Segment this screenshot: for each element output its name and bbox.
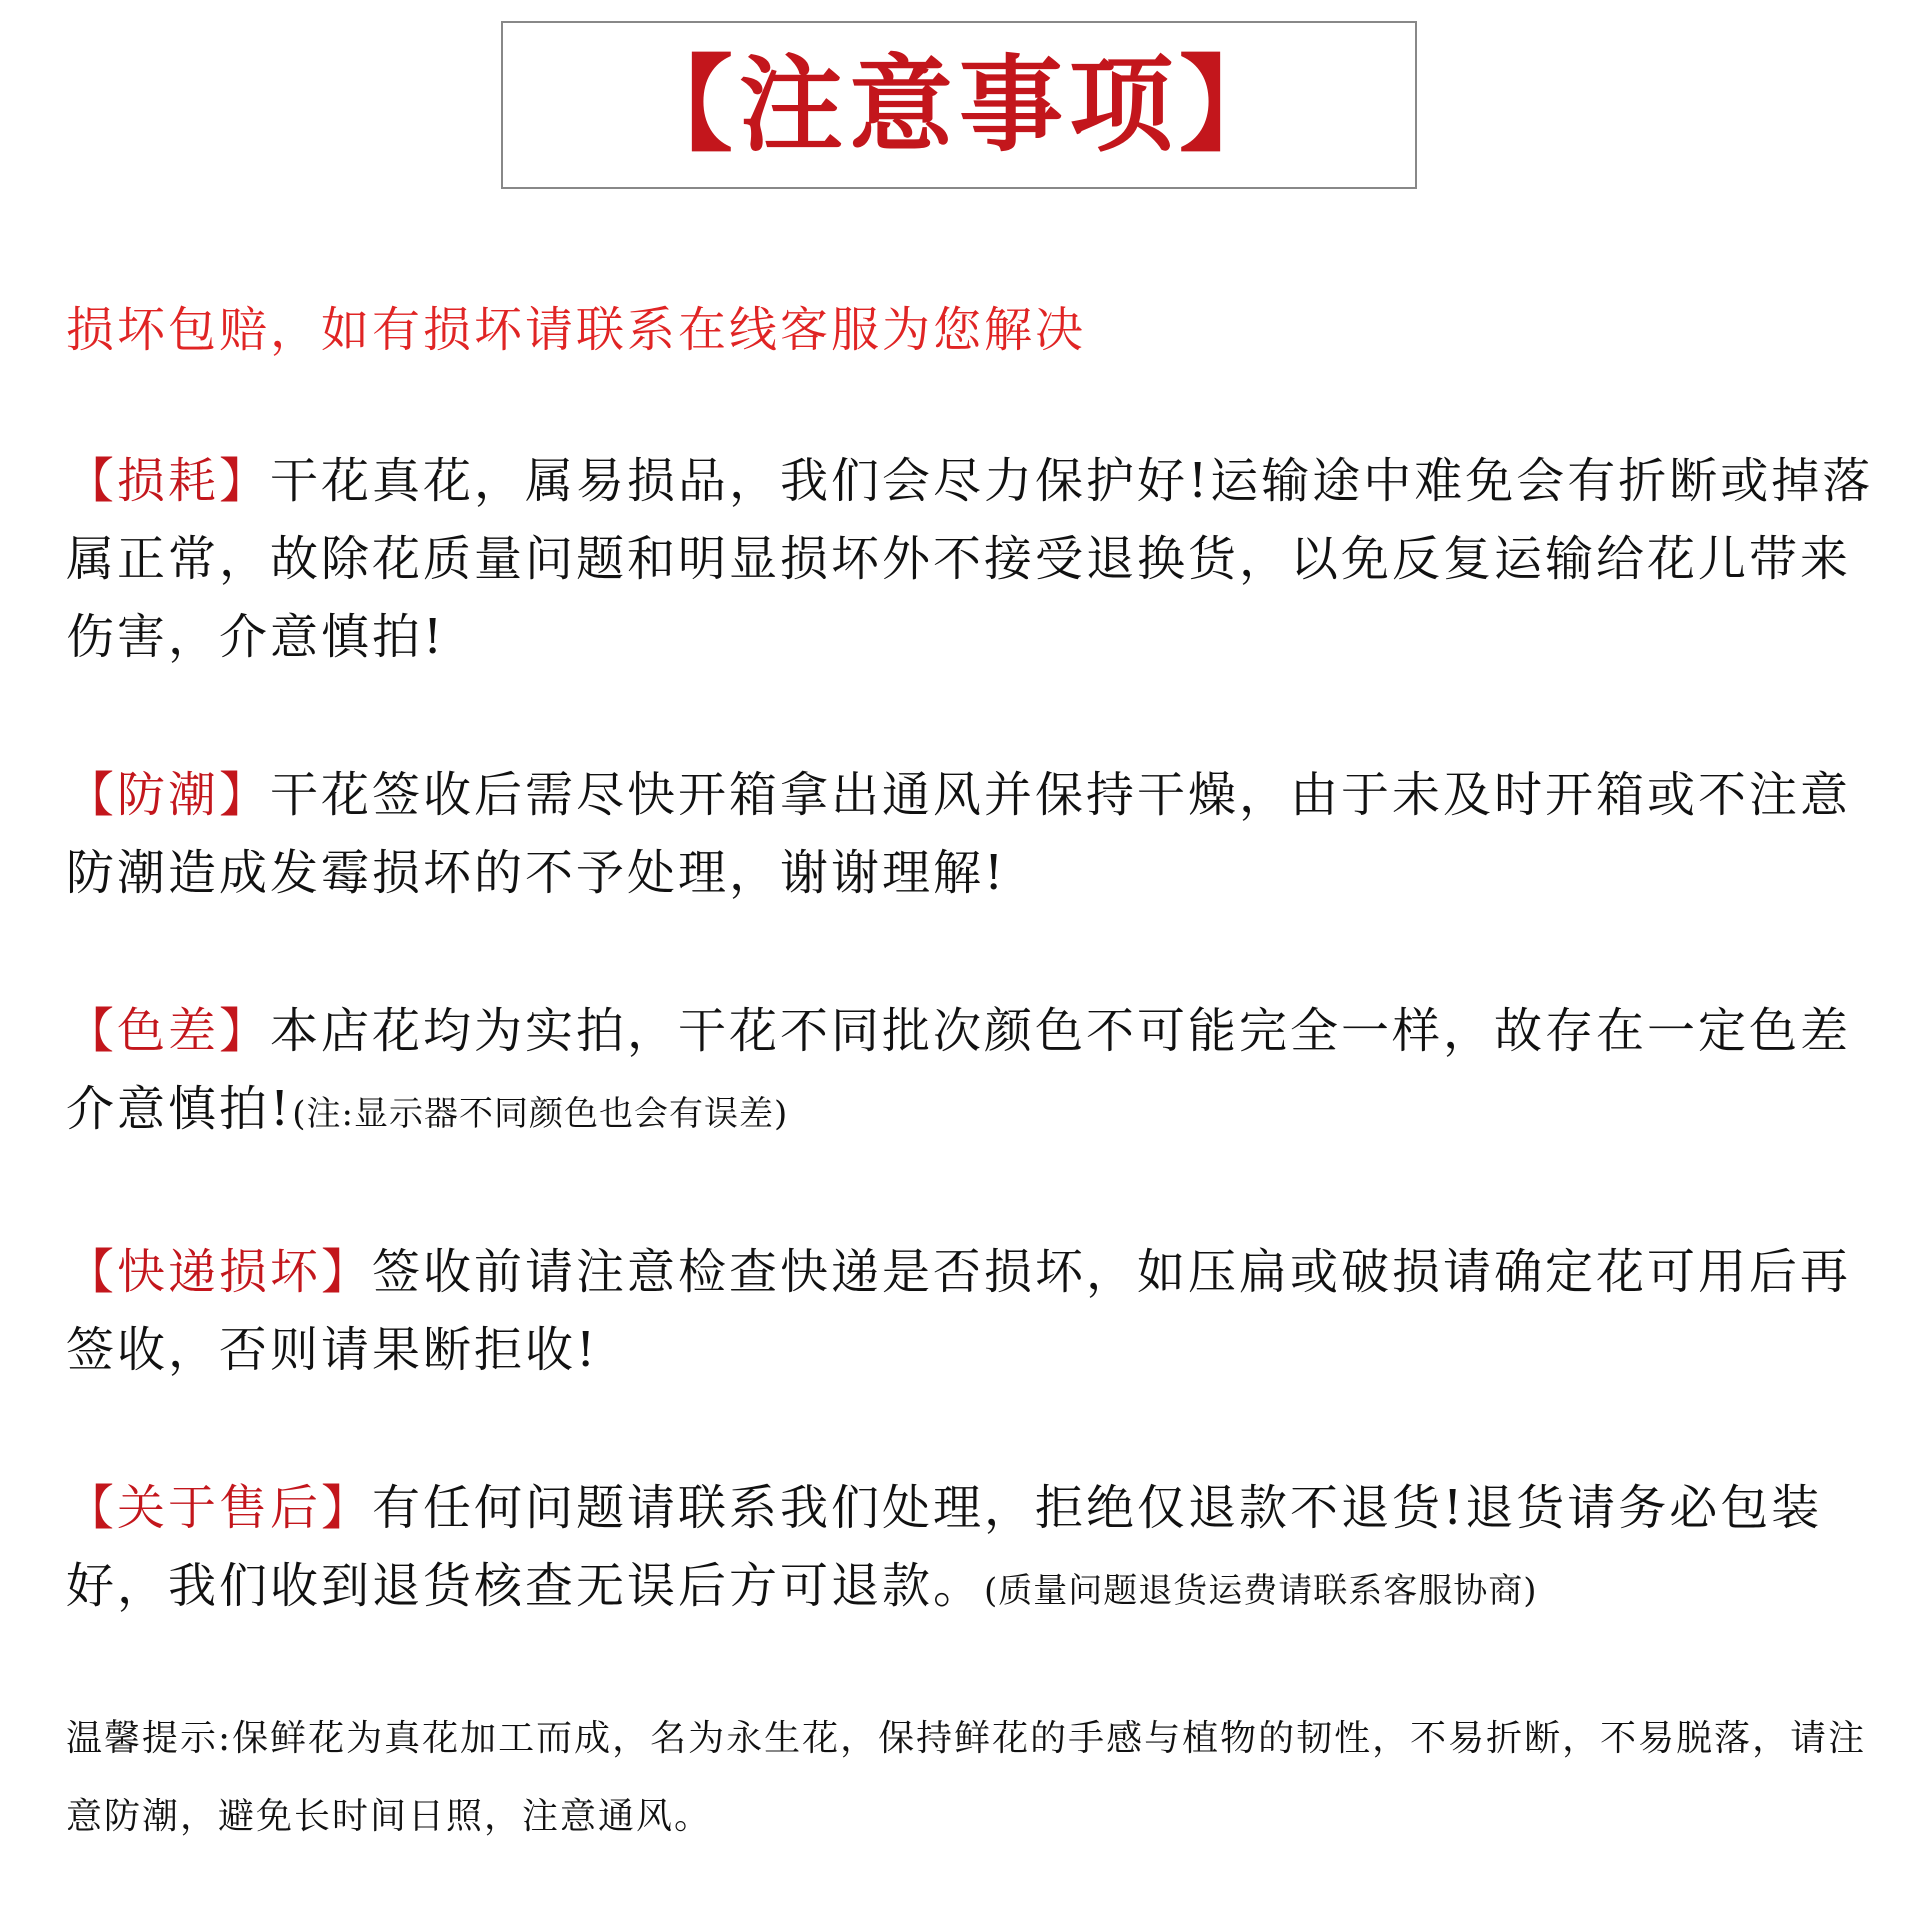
section-note: (注:显示器不同颜色也会有误差): [292, 1094, 789, 1134]
section-note: (质量问题退货运费请联系客服协商): [984, 1571, 1538, 1611]
warm-tip: 温馨提示:保鲜花为真花加工而成，名为永生花，保持鲜花的手感与植物的韧性，不易折断，不易脱落，请注意防潮，避免长时间日照，注意通风。: [66, 1718, 1867, 1837]
page-title: 【注意事项】: [628, 43, 1289, 166]
section-label: 【损耗】: [66, 453, 271, 509]
section-label: 【色差】: [66, 1003, 271, 1059]
section-shipping-damage: [66, 1233, 1896, 1389]
section-color-difference: [66, 992, 1896, 1153]
section-text: 干花真花，属易损品，我们会尽力保护好!运输途中难免会有折断或掉落属正常，故除花质量问题和明显损坏外不接受退换货，以免反复运输给花儿带来伤害，介意慎拍!: [66, 453, 1874, 665]
damage-compensation-notice: 损坏包赔，如有损坏请联系在线客服为您解决: [66, 302, 1087, 358]
section-wear: [66, 442, 1896, 676]
section-text: 有任何问题请联系我们处理，拒绝仅退款不退货!退货请务必包装好，我们收到退货核查无误后方可退款。: [66, 1480, 1823, 1614]
section-moisture: [66, 756, 1896, 912]
section-text: 本店花均为实拍，干花不同批次颜色不可能完全一样，故存在一定色差介意慎拍!: [66, 1003, 1852, 1137]
section-text: 签收前请注意检查快递是否损坏，如压扁或破损请确定花可用后再签收，否则请果断拒收!: [66, 1244, 1852, 1378]
section-label: 【防潮】: [66, 767, 271, 823]
section-label: 【关于售后】: [66, 1480, 373, 1536]
section-label: 【快递损坏】: [66, 1244, 373, 1300]
section-text: 干花签收后需尽快开箱拿出通风并保持干燥，由于未及时开箱或不注意防潮造成发霉损坏的不予处理，谢谢理解!: [66, 767, 1852, 901]
section-after-sales: [66, 1469, 1896, 1630]
notice-content: [66, 292, 1896, 1892]
title-box: [501, 21, 1417, 189]
